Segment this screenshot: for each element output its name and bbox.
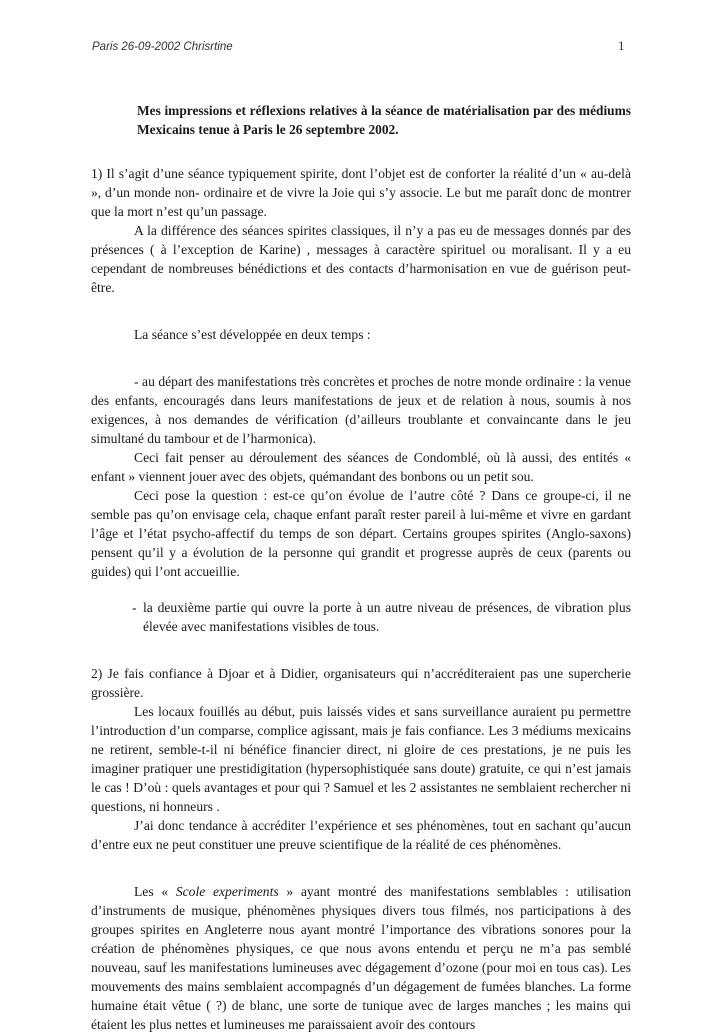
paragraph-9: Les locaux fouillés au début, puis laissés vides et sans surveillance auraient pu permettre l’introduction d’un comparse, complice agissant, mais je fais confiance. Les 3 médiums mexicains ne retirent, semble-t-il ni bénéfice financier direct, ni gloire de ces prestations, je ne puis les imaginer pratiquer une prestidigitation (hypersophistiquée sans doute) gratuite, ce qui n’est jamais le cas ! D’où : quels avantages et pour qui ? Samuel et les 2 assistantes ne semblaient rechercher ni questions, ni honneurs . [91, 704, 631, 814]
paragraph-11-text: » ayant montré des manifestations semblables : utilisation d’instruments de musique, phénomènes physiques divers tous filmés, nos participations à des groupes spirites en Angleterre nous ayant montré l’importance des vibrations sonores pour la création de phénomènes physiques, ce que nous avons entendu et perçu ne m’a pas semblé nouveau, sauf les manifestations lumineuses avec dégagement d’ozone (pour moi en tous cas). Les mouvements des mains semblaient accompagnés d’un dégagement de fumées blanches. La forme humaine était vêtue ( ?) de blanc, une sorte de tunique avec de larges manches ; les mains qui étaient les plus nettes et lumineuses me paraissaient avoir des contours [91, 884, 631, 1032]
list-item-1 [91, 372, 631, 448]
paragraph-5: Ceci fait penser au déroulement des séances de Condomblé, où là aussi, des entités « enfant » viennent jouer avec des objets, quémandant des bonbons ou un petit sou. [91, 450, 631, 484]
paragraph-3: La séance s’est développée en deux temps : [134, 327, 371, 342]
list-item-2-text: la deuxième partie qui ouvre la porte à un autre niveau de présences, de vibration plus élevée avec manifestations visibles de tous. [143, 600, 631, 634]
paragraph-11-lead: Les « [134, 884, 176, 899]
page-header: Paris 26-09-2002 Chrisrtine [92, 41, 233, 53]
paragraph-6: Ceci pose la question : est-ce qu’on évolue de l’autre côté ? Dans ce groupe-ci, il ne semble pas qu’on envisage cela, chaque enfant paraît rester pareil à lui-même et vivre en gardant l’âge et l’état psycho-affectif du temps de son départ. Certains groupes spirites (Anglo-saxons) pensent qu’il y a évolution de la personne qui grandit et progresse auprès de ceux (parents ou guides) qui l’ont accueillie. [91, 488, 631, 579]
list-item-2 [91, 598, 631, 636]
paragraph-10: J’ai donc tendance à accréditer l’expérience et ses phénomènes, tout en sachant qu’aucun d’entre eux ne peut constituer une preuve scientifique de la réalité de ces phénomènes. [91, 818, 631, 852]
dash-marker: - [132, 600, 137, 615]
scole-experiments-title: Scole experiments [175, 884, 279, 899]
paragraph-1: 1) Il s’agit d’une séance typiquement spirite, dont l’objet est de conforter la réalité d’un « au-delà », d’un monde non- ordinaire et de vivre la Joie qui s’y associe. Le but me paraît donc de montrer que la mort n’est qu’un passage. [91, 166, 631, 219]
document-title: Mes impressions et réflexions relatives à la séance de matérialisation par des médiums Mexicains tenue à Paris le 26 septembre 2002. [137, 103, 631, 137]
paragraph-2: A la différence des séances spirites classiques, il n’y a pas eu de messages donnés par des présences ( à l’exception de Karine) , messages à caractère spirituel ou moralisant. Il y a eu cependant de nombreuses bénédictions et des contacts d’harmonisation en vue de guérison peut-être. [91, 223, 631, 295]
list-item-1-text: au départ des manifestations très concrètes et proches de notre monde ordinaire : la venue des enfants, encouragés dans leurs manifestations de jeux et de relation à nous, soumis à nos exigences, à nos demandes de vérification (d’ailleurs troublante et convaincante dans le jeu simultané du tambour et de l’harmonica). [91, 374, 631, 446]
paragraph-11 [91, 882, 631, 1034]
document-body [91, 164, 631, 1034]
dash-marker: - [134, 374, 139, 389]
page-number: 1 [618, 38, 625, 53]
paragraph-8: 2) Je fais confiance à Djoar et à Didier, organisateurs qui n’accréditeraient pas une supercherie grossière. [91, 666, 631, 700]
